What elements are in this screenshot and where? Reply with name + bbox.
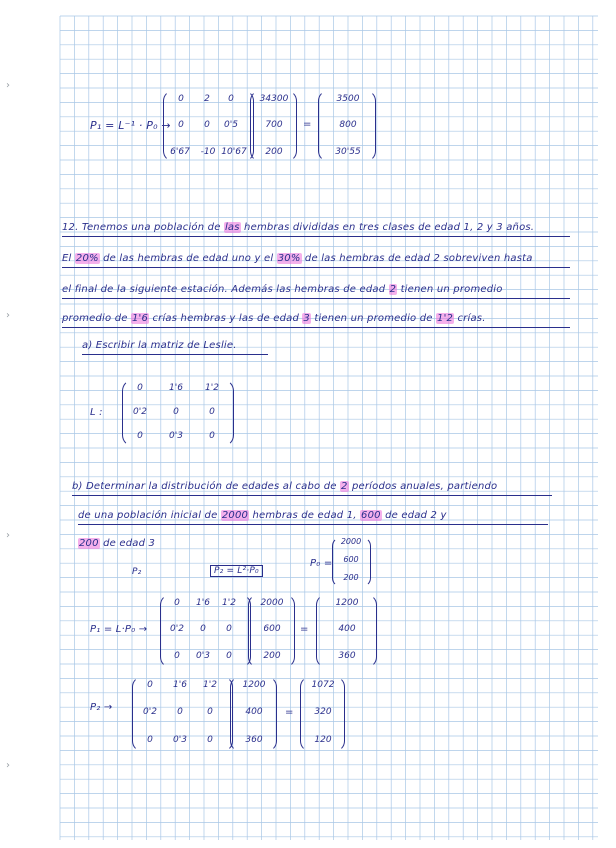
s1-m-r1c2: 0	[226, 624, 232, 634]
s1-v-0: 2000	[260, 598, 284, 608]
s2-m-r1c1: 0	[177, 707, 183, 717]
top-m-r2c1: -10	[200, 147, 216, 157]
s2-m-r2c0: 0	[147, 735, 153, 745]
top-m-r0c0: 0	[178, 94, 184, 104]
top-r-1: 800	[339, 120, 357, 130]
leslie-r1c0: 0'2	[133, 407, 147, 417]
s2-r-0: 1072	[311, 680, 335, 690]
s1-m-r0c1: 1'6	[196, 598, 210, 608]
leslie-r2c2: 0	[209, 431, 215, 441]
s2-m-r0c1: 1'6	[173, 680, 187, 690]
s2-v-0: 1200	[242, 680, 266, 690]
s1-m-r1c1: 0	[200, 624, 206, 634]
top-m-r1c0: 0	[178, 120, 184, 130]
s2-m-r2c1: 0'3	[173, 735, 187, 745]
s2-m-r2c2: 0	[207, 735, 213, 745]
step1-label: P₁ = L·P₀ →	[90, 624, 148, 635]
s2-v-1: 400	[245, 707, 263, 717]
s1-v-2: 200	[263, 651, 281, 661]
p0-v-2: 200	[343, 573, 359, 582]
s1-v-1: 600	[263, 624, 281, 634]
s2-v-2: 360	[245, 735, 263, 745]
problem-line-3: el final de la siguiente estación. Además las hembras de edad 2 tienen un promedio	[62, 284, 503, 295]
leslie-r1c2: 0	[209, 407, 215, 417]
leslie-r1c1: 0	[173, 407, 179, 417]
step1-equals: =	[300, 624, 309, 635]
p2-label: P₂	[132, 567, 142, 577]
s2-r-2: 120	[314, 735, 332, 745]
leslie-r2c1: 0'3	[169, 431, 183, 441]
margin-mark: ›	[6, 760, 10, 771]
p0-label: P₀ =	[310, 558, 333, 569]
boxed-formula: P₂ = L²·P₀	[210, 565, 263, 577]
top-m-r1c2: 0'5	[224, 120, 238, 130]
s2-m-r0c0: 0	[147, 680, 153, 690]
s2-m-r1c0: 0'2	[143, 707, 157, 717]
underline	[82, 354, 268, 355]
leslie-r0c2: 1'2	[205, 383, 219, 393]
top-m-r2c0: 6'67	[170, 147, 190, 157]
top-v-1: 700	[265, 120, 283, 130]
top-r-0: 3500	[336, 94, 360, 104]
top-m-r0c2: 0	[228, 94, 234, 104]
underline	[62, 327, 570, 328]
part-b-line-3: 200 de edad 3	[79, 538, 156, 549]
s2-m-r0c2: 1'2	[203, 680, 217, 690]
s1-m-r2c2: 0	[226, 651, 232, 661]
underline	[72, 495, 552, 496]
leslie-r2c0: 0	[137, 431, 143, 441]
s1-m-r1c0: 0'2	[170, 624, 184, 634]
top-m-r2c2: 10'67	[221, 147, 247, 157]
s1-r-2: 360	[338, 651, 356, 661]
leslie-r0c0: 0	[137, 383, 143, 393]
s1-m-r2c1: 0'3	[196, 651, 210, 661]
top-r-2: 30'55	[335, 147, 361, 157]
part-b-line-2: de una población inicial de 2000 hembras de edad 1, 600 de edad 2 y	[78, 510, 447, 521]
s2-m-r1c2: 0	[207, 707, 213, 717]
p0-v-1: 600	[343, 555, 359, 564]
margin-mark: ›	[6, 530, 10, 541]
leslie-r0c1: 1'6	[169, 383, 183, 393]
top-m-r0c1: 2	[204, 94, 210, 104]
s1-r-0: 1200	[335, 598, 359, 608]
problem-line-1: 12. Tenemos una población de las hembras divididas en tres clases de edad 1, 2 y 3 años.	[62, 222, 535, 233]
top-label: P₁ = L⁻¹ · P₀ →	[90, 119, 171, 132]
part-a-text: a) Escribir la matriz de Leslie.	[82, 340, 237, 351]
s1-r-1: 400	[338, 624, 356, 634]
s1-m-r2c0: 0	[174, 651, 180, 661]
margin-mark: ›	[6, 80, 10, 91]
top-v-0: 34300	[259, 94, 289, 104]
part-b-line-1: b) Determinar la distribución de edades al cabo de 2 períodos anuales, partiendo	[72, 481, 498, 492]
step2-label: P₂ →	[90, 702, 113, 713]
top-m-r1c1: 0	[204, 120, 210, 130]
underline	[62, 298, 570, 299]
margin-mark: ›	[6, 310, 10, 321]
step2-equals: =	[285, 707, 294, 718]
problem-line-2: El 20% de las hembras de edad uno y el 30% de las hembras de edad 2 sobreviven hasta	[62, 253, 533, 264]
top-v-2: 200	[265, 147, 283, 157]
s1-m-r0c2: 1'2	[222, 598, 236, 608]
top-equals: =	[303, 119, 312, 130]
underline	[62, 267, 570, 268]
s1-m-r0c0: 0	[174, 598, 180, 608]
leslie-label: L :	[90, 407, 103, 418]
s2-r-1: 320	[314, 707, 332, 717]
underline	[78, 524, 548, 525]
p0-v-0: 2000	[340, 537, 362, 546]
problem-line-4: promedio de 1'6 crías hembras y las de edad 3 tienen un promedio de 1'2 crías.	[62, 313, 486, 324]
underline	[62, 236, 570, 237]
